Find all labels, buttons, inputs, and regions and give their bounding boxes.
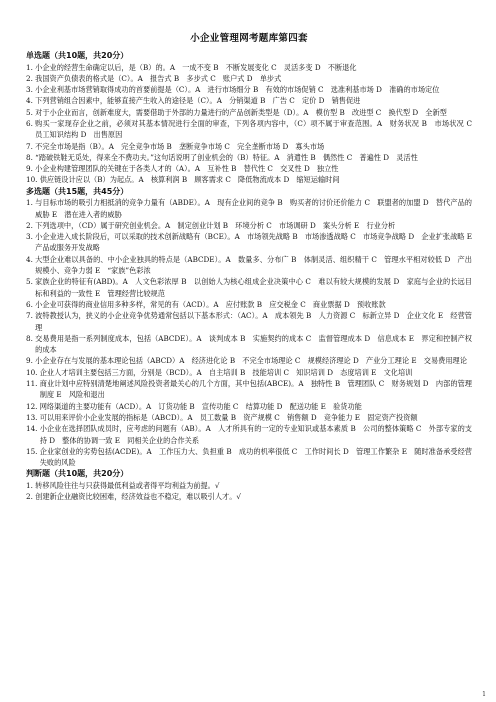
page-number: 1 xyxy=(482,691,486,698)
question-item xyxy=(26,333,472,356)
question-number: 6. xyxy=(26,299,36,309)
question-text: 企业家创业的劣势包括(ACDE)。A 工作压力大、负担重 B 成功的机率很低 C 工作时间长 D 管理工作繁杂 E 随时准备承受经营失败的风险 xyxy=(39,446,472,468)
question-text: 小企业在选择团队成员时，应考虑的问题有（AB）。A 人才所具有的一定的专业知识或基本素质 B 公司的整体策略 C 外部专家的支持 D 整体的协调一致 E 同相关企业的合作关系 xyxy=(39,424,472,445)
question-item xyxy=(26,378,472,401)
question-text: 小企业可获得的商业信用多种多样，常见的有（ACD）。A 应付账款 B 应交税金 C 商业票据 D 预收账款 xyxy=(35,299,386,309)
question-number: 5. xyxy=(26,277,36,287)
question-text: 不完全市场是指（B）。A 完全竞争市场 B 垄断竞争市场 C 完全垄断市场 D 寡头市场 xyxy=(35,141,325,151)
question-number: 10. xyxy=(26,175,40,185)
page-title: 小企业管理网考题库第四套 xyxy=(190,33,308,44)
question-text: 转移风险往往与只获得最低利益或者得平均利益为前提。√ xyxy=(35,480,220,490)
question-number: 1. xyxy=(26,198,36,208)
question-text: “踏破铁鞋无觅处，得来全不费功夫。”这句话说明了创业机会的（B）特征。A 消遣性 B 偶然性 C 普遍性 D 灵活性 xyxy=(35,152,418,162)
question-item xyxy=(26,73,472,84)
question-number: 9. xyxy=(26,164,36,174)
question-number: 4. xyxy=(26,254,36,264)
question-item xyxy=(26,310,472,333)
question-number: 4. xyxy=(26,96,36,106)
question-text: 可以用来评价小企业发展的指标是（ABCD）。A 员工数量 B 资产规模 C 销售额 D 竞争能力 E 固定资产投资额 xyxy=(39,412,418,422)
question-item xyxy=(26,412,472,423)
question-item xyxy=(26,299,472,310)
question-text: 对于小企业而言，创新难度大，需要借助于外部的力量进行的产品创新类型是（D）。A 模仿型 B 改进型 C 换代型 D 全新型 xyxy=(35,107,447,117)
question-text: 小企业利基市场营销取得成功的首要前提是（C）。A 进行市场细分 B 有效的市场促销 C 选准利基市场 D 准确的市场定位 xyxy=(35,85,440,95)
question-text: 小企业进入成长阶段后，可以采取的技术创新战略有（BCE）。A 市场领先战略 B 市场渗透战略 C 市场竞争战略 D 企业扩张战略 E 产品或服务开发战略 xyxy=(35,232,480,253)
question-item xyxy=(26,118,480,141)
question-item xyxy=(26,446,472,469)
question-number: 8. xyxy=(26,152,36,162)
question-text: 购买一家现存企业之前，必须对其基本情况进行全面的审查，下列各项内容中，（C）项不属于审查范围。A 财务状况 B 市场状况 C 员工知识结构 D 出售原因 xyxy=(35,118,480,140)
question-text: 小企业构建管理团队的关键在于各类人才的（A）。A 互补性 B 替代性 C 交叉性 D 独立性 xyxy=(35,164,339,174)
question-text: 与目标市场的吸引力相抵消的竞争力量有（ABDE）。A 现有企业间的竞争 B 购买者的讨价还价能力 C 联盟者的加盟 D 替代产品的威胁 E 潜在进入者的威胁 xyxy=(35,198,472,219)
question-item xyxy=(26,491,472,502)
question-item xyxy=(26,62,472,73)
question-item xyxy=(26,480,472,491)
question-number: 11. xyxy=(26,379,40,389)
question-text: 小企业的经营生命确定以后，是（B）的。A 一成不变 B 不断发展变化 C 灵活多变 D 不断退化 xyxy=(35,62,357,72)
question-text: 商业计划中应特别清楚地阐述风险投资者最关心的几个方面，其中包括(ABCE)。A 独特性 B 管理团队 C 财务规划 D 内部的管理制度 E 风险和退出 xyxy=(39,379,472,400)
question-number: 13. xyxy=(26,412,40,422)
question-number: 9. xyxy=(26,356,36,366)
question-text: 创建新企业融资比较困难，经济效益也不稳定，难以吸引人才。√ xyxy=(35,492,241,502)
section-heading-single-choice: 单选题（共10题，共20分） xyxy=(26,51,129,60)
question-number: 2. xyxy=(26,492,36,502)
section-heading-multi-choice: 多选题（共15题，共45分） xyxy=(26,186,129,196)
question-item xyxy=(26,163,472,174)
question-item xyxy=(26,423,472,446)
true-false-list xyxy=(26,480,472,503)
question-text: 网络渠道的主要功能有（ACD）。A 订货功能 B 宣传功能 C 结算功能 D 配送功能 E 验货功能 xyxy=(39,401,362,411)
question-text: 交易费用是指一系列制度成本，包括（ABCDE）。A 谈判成本 B 实施契约的成本 C 监督管理成本 D 信息成本 E 界定和控制产权的成本 xyxy=(35,333,472,355)
question-number: 1. xyxy=(26,480,36,490)
question-number: 6. xyxy=(26,118,36,128)
question-number: 8. xyxy=(26,333,36,343)
question-item xyxy=(26,197,472,220)
question-item xyxy=(26,254,472,277)
question-item xyxy=(26,355,472,366)
section-heading-true-false: 判断题（共10题，共20分） xyxy=(26,469,129,479)
question-item xyxy=(26,231,480,254)
question-text: 小企业存在与发展的基本理论包括（ABCD）A 经济进化论 B 不完全市场理论 C 规模经济理论 D 产业分工理论 E 交易费用理论 xyxy=(35,356,467,366)
question-text: 企业人才培训主要包括三方面，分别是（BCD）。A 自主培训 B 技能培训 C 知识培训 D 态度培训 E 文化培训 xyxy=(39,367,413,377)
question-number: 15. xyxy=(26,446,40,456)
question-item xyxy=(26,152,472,163)
single-choice-list xyxy=(26,62,480,186)
question-item xyxy=(26,95,472,106)
question-number: 3. xyxy=(26,85,36,95)
question-number: 12. xyxy=(26,401,40,411)
question-text: 供应链设计应以（B）为起点。A 核算利润 B 顾客需求 C 降低物流成本 D 缩短运输时间 xyxy=(39,175,340,185)
question-item xyxy=(26,220,472,231)
question-number: 7. xyxy=(26,311,36,321)
question-text: 下列营销组合因素中，能够直接产生收入的途径是（C）。A 分销渠道 B 广告 C 定价 D 销售促进 xyxy=(35,96,361,106)
question-item xyxy=(26,401,472,412)
question-item xyxy=(26,107,472,118)
question-number: 2. xyxy=(26,73,36,83)
question-number: 5. xyxy=(26,107,36,117)
question-text: 我国资产负债表的格式是（C）。A 报告式 B 多步式 C 账户式 D 单步式 xyxy=(35,73,282,83)
multi-choice-list xyxy=(26,197,480,468)
question-number: 14. xyxy=(26,424,40,434)
question-text: 波特教授认为，狭义的小企业竞争优势通常包括以下基本形式：（AC）。A 成本领先 B 人力资源 C 标新立异 D 企业文化 E 经营管理 xyxy=(35,311,472,332)
question-item xyxy=(26,141,472,152)
question-number: 10. xyxy=(26,367,40,377)
question-text: 下列选项中，（CD）属于研究创业机会。A 制定创业计划 B 环境分析 C 市场调研 D 案头分析 E 行业分析 xyxy=(35,220,396,230)
question-number: 2. xyxy=(26,220,36,230)
question-number: 3. xyxy=(26,232,36,242)
question-number: 7. xyxy=(26,141,36,151)
question-number: 1. xyxy=(26,62,36,72)
question-item xyxy=(26,367,472,378)
question-item xyxy=(26,276,472,299)
question-text: 家族企业的特征有(ABD)。A 人文色彩浓厚 B 以创始人为核心组成企业决策中心 C 难以有较大规模的发展 D 家庭与企业的长远目标和利益的一致性 E 管理经营比较规范 xyxy=(35,277,472,298)
question-item xyxy=(26,174,472,185)
question-text: 大型企业难以具备的、中小企业独具的特点是（ABCDE）。A 数量多、分布广 B 体制灵活、组织精干 C 管理水平相对较低 D 产出规模小、竞争力弱 E “家族”色彩浓 xyxy=(35,254,472,276)
question-item xyxy=(26,84,472,95)
